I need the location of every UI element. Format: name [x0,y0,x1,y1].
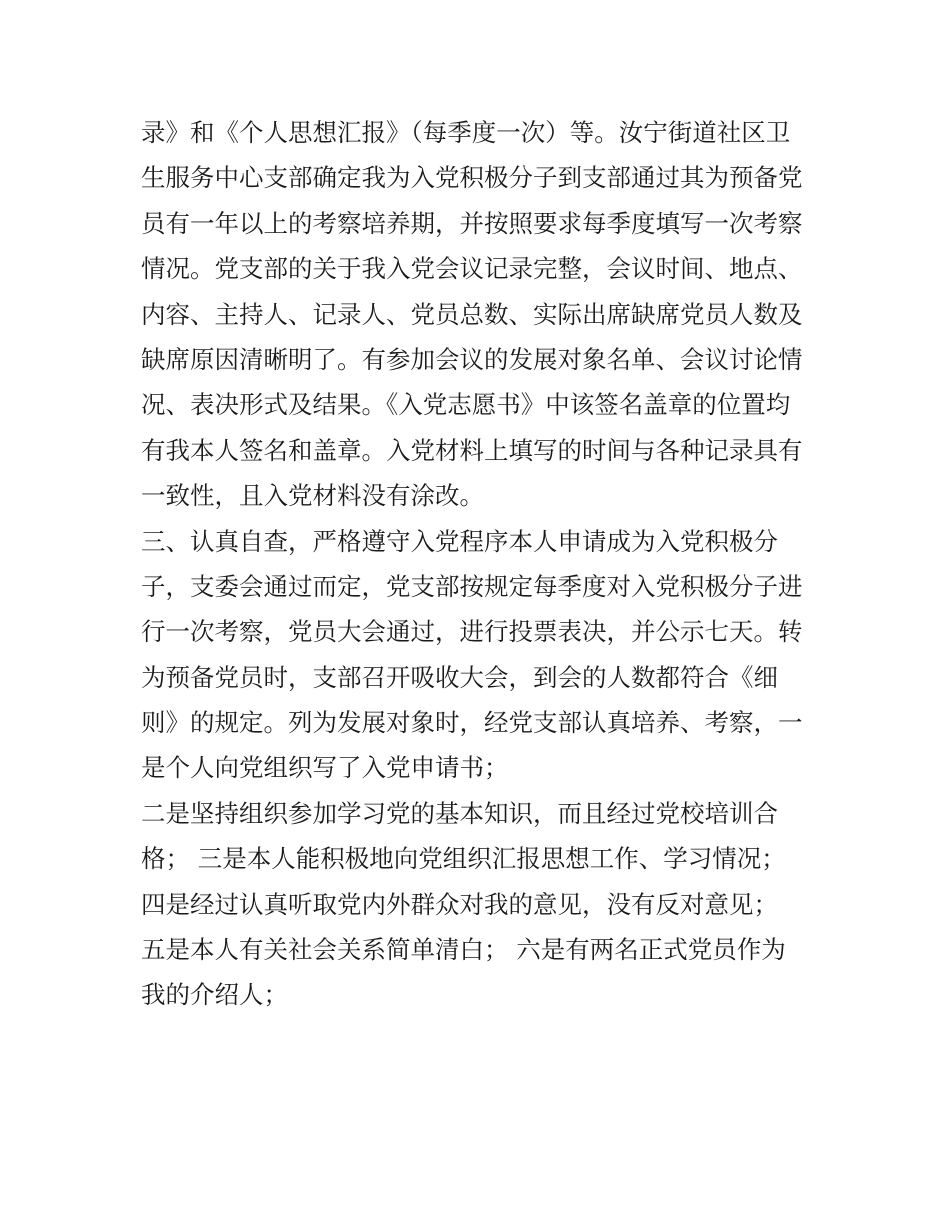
text-line: 员有一年以上的考察培养期，并按照要求每季度填写一次考察 [141,208,803,238]
text-line: 缺席原因清晰明了。有参加会议的发展对象名单、会议讨论情 [141,344,803,374]
text-line: 录》和《个人思想汇报》（每季度一次）等。汝宁街道社区卫 [141,118,791,147]
text-line: 内容、主持人、记录人、党员总数、实际出席缺席党员人数及 [141,299,803,329]
text-line: 情况。党支部的关于我入党会议记录完整，会议时间、地点、 [141,254,803,284]
text-line: 况、表决形式及结果。《入党志愿书》中该签名盖章的位置均 [141,390,791,420]
text-line: 三、认真自查，严格遵守入党程序本人申请成为入党积极分 [141,526,778,556]
text-line: 五是本人有关社会关系简单清白； 六是有两名正式党员作为 [141,935,786,965]
text-line: 为预备党员时，支部召开吸收大会，到会的人数都符合《细 [141,662,778,692]
text-line: 一致性，且入党材料没有涂改。 [141,481,484,511]
text-line: 四是经过认真听取党内外群众对我的意见，没有反对意见； [141,889,778,919]
text-line: 有我本人签名和盖章。入党材料上填写的时间与各种记录具有 [141,435,803,465]
text-line: 生服务中心支部确定我为入党积极分子到支部通过其为预备党 [141,163,803,193]
text-line: 行一次考察，党员大会通过，进行投票表决，并公示七天。转 [141,617,803,647]
document-body [141,110,831,1018]
text-line: 子，支委会通过而定，党支部按规定每季度对入党积极分子进 [141,571,803,601]
text-line: 二是坚持组织参加学习党的基本知识，而且经过党校培训合 [141,798,778,828]
text-line: 则》的规定。列为发展对象时，经党支部认真培养、考察，一 [141,708,803,738]
text-line: 是个人向党组织写了入党申请书； [141,753,509,783]
text-line: 格； 三是本人能积极地向党组织汇报思想工作、学习情况； [141,844,786,874]
text-line: 我的介绍人； [141,980,288,1010]
